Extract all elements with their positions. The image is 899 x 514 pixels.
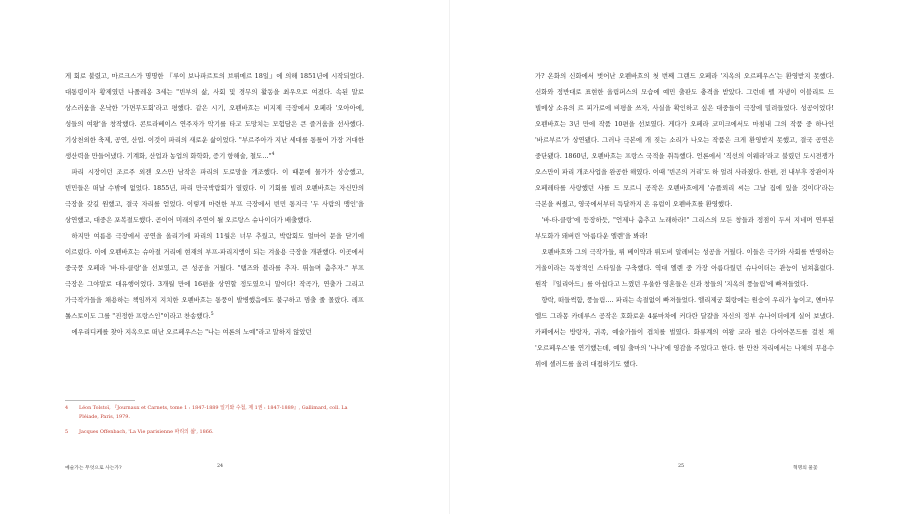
footnote-number: 5 bbox=[65, 429, 69, 435]
left-page bbox=[0, 0, 449, 514]
page-number-left: 24 bbox=[217, 464, 224, 469]
paragraph: 에우리디케를 찾아 지옥으로 떠난 오르페우스는 "나는 여론의 노예"라고 말하지 않았던 bbox=[71, 328, 312, 336]
footnotes bbox=[65, 400, 364, 443]
paragraph: 향락, 떠들썩함, 풍놀림…. 파리는 속절없이 빠져들었다. 엘리제궁 회랑에는 원숭이 우리가 놓이고, 옌마무 엘드 그라몽 카데루스 공작은 호화로운 4륜마차에 커다란 달걀을 자신의 정부 슈나이더에게 실어 보냈다. 카페에서는 방랑자, 귀족, 예술가들이 겹치를 벌였다. 화류계의 여왕 코라 펄은 다이아몬드를 걸친 채 '오르페우스'를 연기했는데, 예일 출마의 '나나'에 영감을 주었다고 한다. 한 만찬 자리에서는 나체의 무용수 위에 셀러드를 올려 대접하기도 했다. bbox=[535, 296, 834, 368]
left-body-text bbox=[65, 68, 364, 340]
right-page bbox=[450, 0, 899, 514]
right-body-text bbox=[535, 68, 834, 372]
footnote bbox=[65, 404, 364, 422]
running-title-left: 예술가는 무엇으로 사는가? bbox=[65, 466, 122, 471]
footnote-text: Léon Tolstoï, 『Journaux et Carnets, tome 1 : 1847-1889 일기와 수첩, 제 1권 : 1847-1889』, Gallimard, coll. La Pléiade, Paris, 1979. bbox=[79, 405, 348, 420]
footnote bbox=[65, 428, 364, 437]
paragraph: 하지만 여름용 극장에서 공연을 올리기에 파리의 11월은 너무 추웠고, 박람회도 얼마어 문을 닫기에 이르렀다. 이에 오펜바흐는 슈아절 거리에 현재의 부프-파리지앵이 되는 겨울용 극장을 개관했다. 이곳에서 중국풍 오페라 '바-타-클랑'을 선보였고, 큰 성공을 거뒀다. "탬즈와 블라를 추자. 뛰놀며 춤추자." 부프 극장은 그야말로 대유행이었다. 3개월 만에 16편을 상연할 정도였으니 말이다! 작곡가, 연출가 그리고 가극작가들을 채용하는 책임까지 지치한 오펜바흐는 통풍이 발병했음에도 불구하고 멈출 줄 몰랐다. 레프 톨스토이도 그를 "진정한 프랑스인"이라고 찬송했다.$^5$ bbox=[65, 232, 364, 320]
footnote-ref: 5 bbox=[210, 311, 214, 317]
paragraph: 파리 시장이던 조르주 외젠 오스만 남작은 파리의 도로망을 개조했다. 이 때문에 물가가 상승했고, 빈민들은 떠날 수밖에 없었다. 1855년, 파리 만국박람회가 열렸다. 이 기회를 빌려 오펜바흐는 자신만의 극장을 갖길 원했고, 결국 자리를 얻었다. 이렇게 마련한 부프 극장에서 빈민 통지극 '두 사람의 맹인'을 상연했고, 대중은 포복절도했다. 곧이어 미래의 주연이 될 오르탕스 슈나이더가 배출했다. bbox=[65, 168, 364, 224]
paragraph: '바-타-클랑'에 등장하듯, "언제나 춤추고 노래하라!" 그리스의 모든 창들과 정점이 두서 지네며 연루된 부도화가 돼버린 '아름다운 엘렌'을 봐라! bbox=[535, 216, 834, 240]
footnote-number: 4 bbox=[65, 405, 69, 411]
footnote-divider bbox=[65, 400, 135, 401]
page-number-right: 25 bbox=[678, 464, 685, 469]
footnote-ref: 4 bbox=[271, 151, 275, 157]
paragraph: 게 회로 불렸고, 마르크스가 명명한 『루이 보나파르트의 브뤼메르 18일』에 의해 1851년에 시작되었다. 대통령이자 황제였던 나폴레옹 3세는 "빈부의 삶, 사회 및 경무의 활동을 최우으로 여겼다. 속된 말로 상스러움을 온낙한 '가면무도회'라고 평했다. 같은 시기, 오펜바흐는 비지제 극장에서 오페라 '오아아에, 성들의 여왕'을 창작했다. 콘트라베이스 연주자가 악기를 타고 도망치는 모험담은 큰 즐거움을 선사했다. 기상천외한 축제, 공연, 산업. 이것이 파리의 새로운 삶이었다. "부르주아가 지난 세대를 통틀어 가장 거대한 생산력을 만들어냈다. 기계화, 산업과 농업의 화학화, 증기 항해술, 철도…"$^4$ bbox=[65, 72, 364, 160]
running-title-right: 혁명의 물꽃 bbox=[793, 466, 818, 471]
paragraph: 오펜바흐와 그의 극작가들, 뤼 베이약과 뤼도비 알레비는 성공을 거뒀다. 이들은 극가와 사회를 반영하는 거울이라는 독창적인 스타일을 구축했다. 역대 엘렌 중 가장 아름다웠던 슈나이더는 관능이 넘쳐흘렀다. 원작 『일리아드』를 아쉽다고 느꼈던 우울한 영혼들은 신과 창들의 '지옥의 풍놀림'에 빠져들었다. bbox=[535, 248, 834, 288]
paragraph: 가? 온화의 신화에서 벗어난 오펜바흐의 첫 번째 그랜드 오페라 '지옥의 오르페우스'는 환영받지 못했다. 신화와 정반대로 표현한 올림퍼스의 모습에 예민 출판도 충격을 받았다. 그런데 펠 자냉이 이블리트 드 빌메상 소유의 르 피가로에 비평을 쓰자, 사실을 확인하고 싶은 대중들이 극장에 밀려들었다. 성공이었다! 오펜바흐는 3년 만에 작품 10편을 선보였다. 게다가 오페라 코미크에서도 마침내 그의 작품 중 하나인 '바르부르'가 상연됐다. 그러나 극본에 개 짖는 소리가 나오는 작품은 크게 환영받지 못했고, 결국 공연은 중단됐다. 1860년, 오펜바흐는 프랑스 국적을 취득했다. 언론에서 '직선의 이웨라'라고 불렸던 도시전쟁가 오스만이 파리 개조사업을 완공한 해였다. 이때 '빈곤의 거리'도 하 얼려 사라졌다. 한편, 전 내부후 장관이자 오페레타를 사랑했던 샤를 드 모르니 공작은 오펜바흐에게 '슈플뢰리 씨는 그날 집에 있을 것이다'라는 극본을 써줬고, 영국에서부터 득달까지 온 유럽이 오펜바흐를 환영했다. bbox=[535, 72, 835, 208]
footnote-text: Jacques Offenbach, 'La Vie parisienne 파리의 삶', 1866. bbox=[79, 429, 214, 435]
